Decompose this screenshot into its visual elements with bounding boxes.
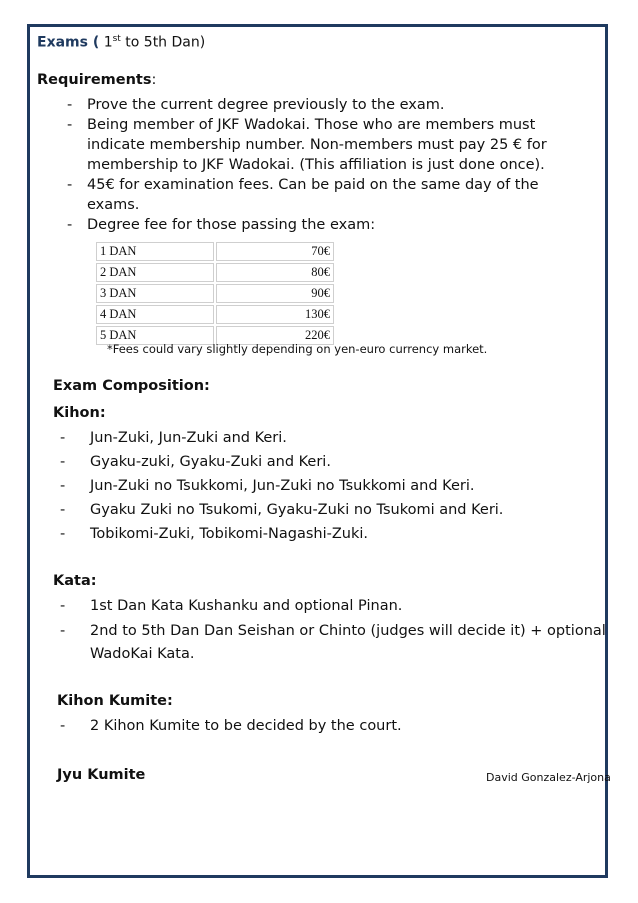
kihon-kumite-heading: Kihon Kumite: — [57, 693, 173, 709]
requirement-text: Being member of JKF Wadokai. Those who are members must indicate membership number. Non-members must pay 25 € for membership to JKF Wadokai. (This affiliation is just done once). — [87, 117, 547, 173]
dan-cell: 1 DAN — [96, 242, 214, 261]
list-dash: - — [60, 718, 66, 734]
fees-note: *Fees could vary slightly depending on yen-euro currency market. — [107, 342, 488, 356]
dan-cell: 4 DAN — [96, 305, 214, 324]
table-row — [96, 284, 334, 303]
kihon-item: Gyaku-zuki, Gyaku-Zuki and Keri. — [90, 454, 331, 470]
list-dash: - — [60, 430, 66, 446]
kihon-item: Tobikomi-Zuki, Tobikomi-Nagashi-Zuki. — [90, 526, 369, 542]
kihon-item: Gyaku Zuki no Tsukomi, Gyaku-Zuki no Tsukomi and Keri. — [90, 502, 504, 518]
kata-item: 2nd to 5th Dan Dan Seishan or Chinto (judges will decide it) + optional — [90, 623, 606, 639]
requirement-item — [67, 95, 587, 115]
requirement-text: Degree fee for those passing the exam: — [87, 217, 376, 233]
dan-cell: 2 DAN — [96, 263, 214, 282]
list-dash: - — [67, 117, 73, 133]
jyu-kumite-heading: Jyu Kumite — [57, 767, 146, 783]
page-title — [37, 34, 205, 51]
list-dash: - — [60, 454, 66, 470]
requirement-item — [67, 115, 587, 175]
kihon-item: Jun-Zuki, Jun-Zuki and Keri. — [90, 430, 287, 446]
requirements-colon: : — [151, 72, 157, 88]
table-row — [96, 242, 334, 261]
fee-cell: 70€ — [216, 242, 334, 261]
list-dash: - — [60, 598, 66, 614]
dan-cell: 3 DAN — [96, 284, 214, 303]
requirements-list — [67, 95, 587, 235]
exam-composition-heading: Exam Composition: — [53, 378, 210, 394]
list-dash: - — [67, 177, 73, 193]
kihon-kumite-item: 2 Kihon Kumite to be decided by the court. — [90, 718, 402, 734]
kata-item-continuation: WadoKai Kata. — [90, 646, 195, 662]
requirement-text: 45€ for examination fees. Can be paid on the same day of the exams. — [87, 177, 539, 213]
list-dash: - — [67, 97, 73, 113]
title-number: 1 — [103, 34, 113, 51]
table-row — [96, 263, 334, 282]
kata-heading: Kata: — [53, 573, 97, 589]
requirement-item — [67, 175, 587, 215]
list-dash: - — [60, 478, 66, 494]
title-prefix: Exams ( — [37, 34, 100, 51]
list-dash: - — [60, 526, 66, 542]
requirements-heading-text: Requirements — [37, 72, 152, 88]
fee-cell: 130€ — [216, 305, 334, 324]
requirement-item — [67, 215, 587, 235]
kihon-item: Jun-Zuki no Tsukkomi, Jun-Zuki no Tsukkomi and Keri. — [90, 478, 475, 494]
kata-item: 1st Dan Kata Kushanku and optional Pinan. — [90, 598, 403, 614]
requirements-heading — [37, 72, 156, 88]
title-superscript: st — [112, 34, 121, 44]
table-row — [96, 305, 334, 324]
title-suffix: to 5th Dan) — [120, 34, 206, 51]
fee-cell: 220€ — [216, 326, 334, 345]
fee-cell: 90€ — [216, 284, 334, 303]
fees-table — [94, 240, 336, 347]
list-dash: - — [60, 502, 66, 518]
kihon-heading: Kihon: — [53, 405, 106, 421]
fee-cell: 80€ — [216, 263, 334, 282]
list-dash: - — [67, 217, 73, 233]
author-name: David Gonzalez-Arjona — [486, 771, 611, 784]
list-dash: - — [60, 623, 66, 639]
dan-cell: 5 DAN — [96, 326, 214, 345]
requirement-text: Prove the current degree previously to the exam. — [87, 97, 445, 113]
